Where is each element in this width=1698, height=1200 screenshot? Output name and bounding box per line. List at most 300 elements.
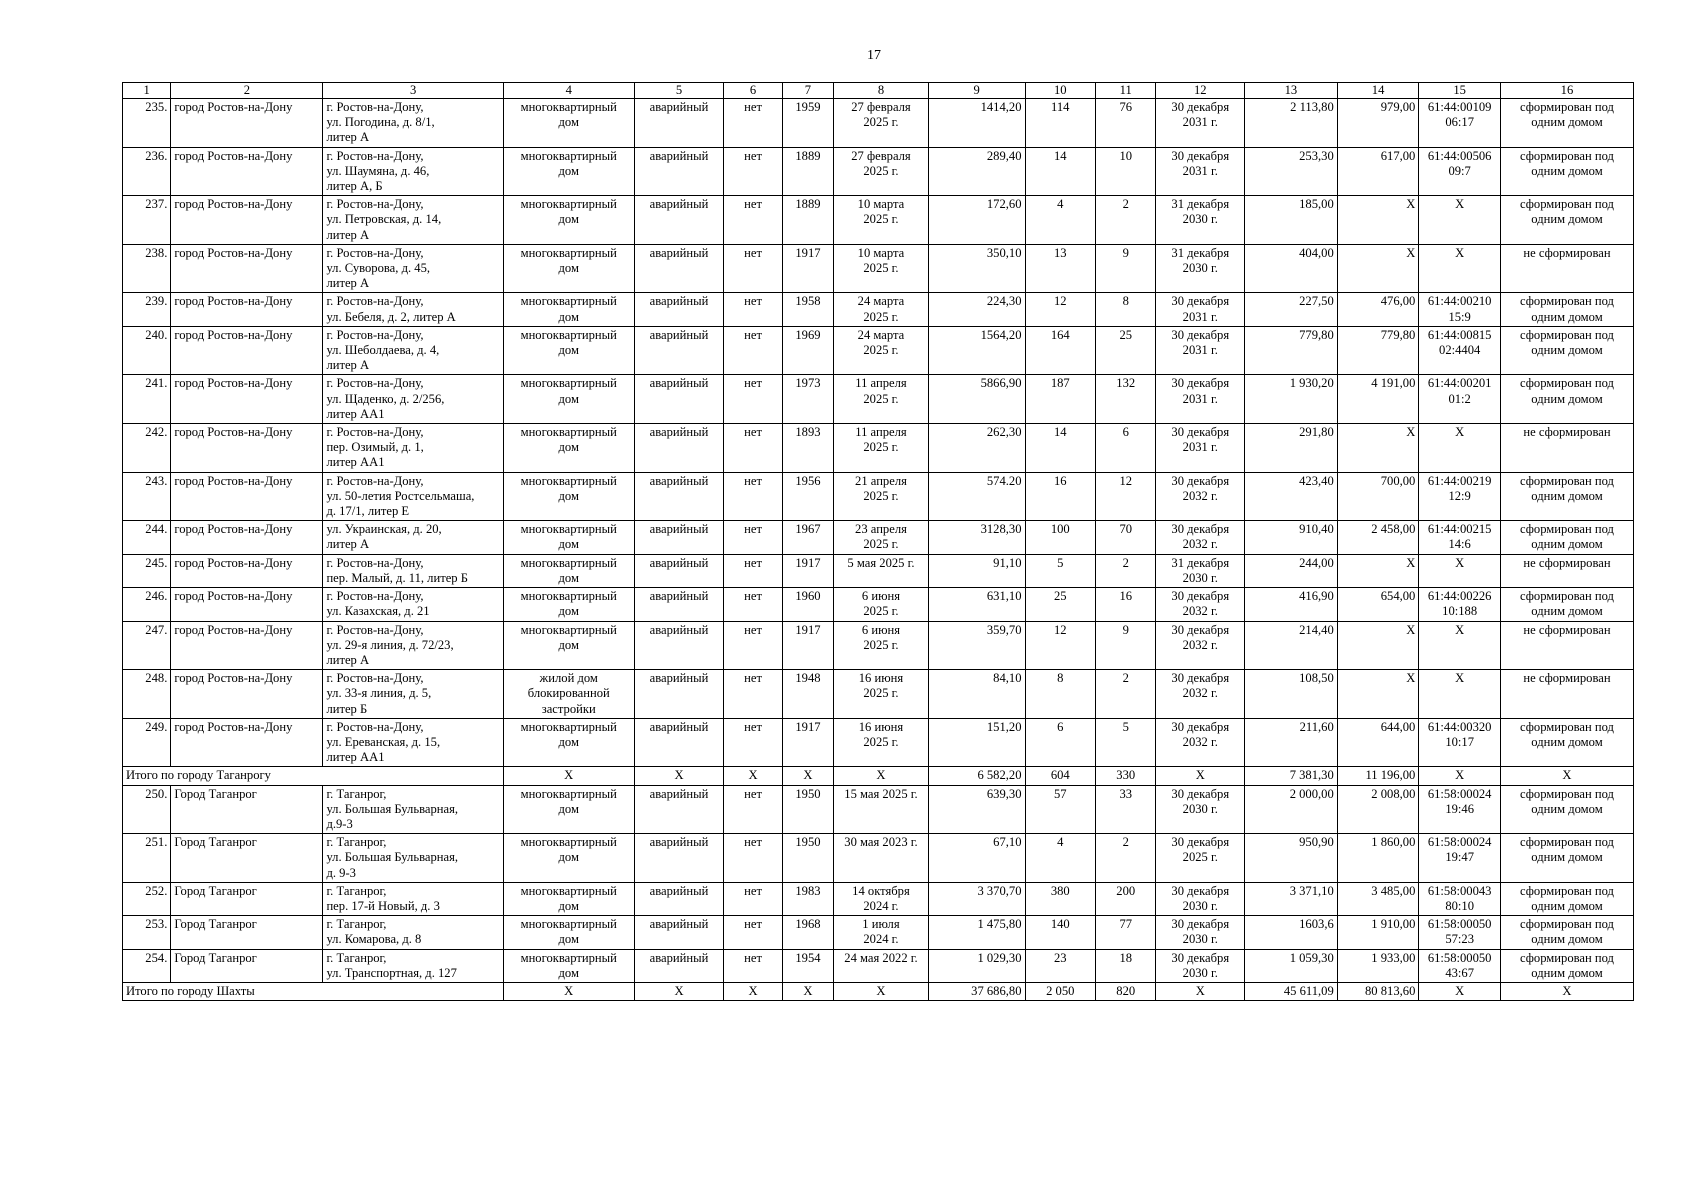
subtotal-value-cell: Х <box>503 982 634 1000</box>
value-14-cell: Х <box>1337 424 1419 473</box>
subtotal-value-cell: 604 <box>1025 767 1096 785</box>
subtotal-row <box>123 767 1634 785</box>
land-plot-status-cell: сформирован под одним домом <box>1500 949 1633 982</box>
cadastral-number-cell: 61:44:00226 10:188 <box>1419 588 1501 621</box>
address-cell: г. Ростов-на-Дону, ул. Шаумяна, д. 46, литер А, Б <box>323 147 503 196</box>
residents-cell: 14 <box>1025 147 1096 196</box>
year-built-cell: 1973 <box>782 375 833 424</box>
value-13-cell: 910,40 <box>1245 521 1338 554</box>
column-number-cell: 7 <box>782 83 833 99</box>
row-number: 246. <box>123 588 171 621</box>
building-type-cell: многоквартирный дом <box>503 949 634 982</box>
row-number: 254. <box>123 949 171 982</box>
area-cell: 5866,90 <box>928 375 1025 424</box>
value-14-cell: 700,00 <box>1337 472 1419 521</box>
condition-cell: аварийный <box>634 916 724 949</box>
resettlement-deadline-cell: 30 декабря 2030 г. <box>1156 882 1245 915</box>
year-built-cell: 1967 <box>782 521 833 554</box>
residents-cell: 16 <box>1025 472 1096 521</box>
row-number: 239. <box>123 293 171 326</box>
year-built-cell: 1959 <box>782 99 833 148</box>
row-number: 242. <box>123 424 171 473</box>
units-cell: 132 <box>1096 375 1156 424</box>
area-cell: 359,70 <box>928 621 1025 670</box>
resettlement-deadline-cell: 31 декабря 2030 г. <box>1156 244 1245 293</box>
column-number-cell: 14 <box>1337 83 1419 99</box>
resettlement-deadline-cell: 30 декабря 2030 г. <box>1156 916 1245 949</box>
column-number-cell: 16 <box>1500 83 1633 99</box>
subtotal-value-cell: Х <box>724 767 782 785</box>
municipality-cell: Город Таганрог <box>171 949 323 982</box>
value-13-cell: 416,90 <box>1245 588 1338 621</box>
row-number: 237. <box>123 196 171 245</box>
municipality-cell: Город Таганрог <box>171 834 323 883</box>
building-type-cell: многоквартирный дом <box>503 785 634 834</box>
units-cell: 2 <box>1096 196 1156 245</box>
units-cell: 2 <box>1096 834 1156 883</box>
municipality-cell: город Ростов-на-Дону <box>171 196 323 245</box>
units-cell: 77 <box>1096 916 1156 949</box>
resettlement-deadline-cell: 30 декабря 2031 г. <box>1156 99 1245 148</box>
municipality-cell: город Ростов-на-Дону <box>171 375 323 424</box>
subtotal-value-cell: 820 <box>1096 982 1156 1000</box>
subtotal-label: Итого по городу Таганрогу <box>123 767 504 785</box>
year-built-cell: 1954 <box>782 949 833 982</box>
table-row <box>123 718 1634 767</box>
land-plot-status-cell: не сформирован <box>1500 244 1633 293</box>
row-number: 253. <box>123 916 171 949</box>
recognition-date-cell: 24 мая 2022 г. <box>834 949 929 982</box>
table-row <box>123 621 1634 670</box>
cadastral-number-cell: 61:58:00043 80:10 <box>1419 882 1501 915</box>
column-number-cell: 15 <box>1419 83 1501 99</box>
row-number: 235. <box>123 99 171 148</box>
resettlement-deadline-cell: 30 декабря 2032 г. <box>1156 670 1245 719</box>
residents-cell: 114 <box>1025 99 1096 148</box>
cadastral-number-cell: 61:44:00215 14:6 <box>1419 521 1501 554</box>
building-type-cell: многоквартирный дом <box>503 916 634 949</box>
condition-cell: аварийный <box>634 424 724 473</box>
flag-cell: нет <box>724 588 782 621</box>
recognition-date-cell: 24 марта 2025 г. <box>834 293 929 326</box>
residents-cell: 12 <box>1025 293 1096 326</box>
subtotal-value-cell: Х <box>834 767 929 785</box>
table-row <box>123 882 1634 915</box>
condition-cell: аварийный <box>634 882 724 915</box>
table-row <box>123 326 1634 375</box>
building-type-cell: многоквартирный дом <box>503 834 634 883</box>
year-built-cell: 1948 <box>782 670 833 719</box>
resettlement-deadline-cell: 30 декабря 2031 г. <box>1156 375 1245 424</box>
value-13-cell: 214,40 <box>1245 621 1338 670</box>
table-row <box>123 196 1634 245</box>
municipality-cell: город Ростов-на-Дону <box>171 554 323 587</box>
value-13-cell: 423,40 <box>1245 472 1338 521</box>
year-built-cell: 1889 <box>782 196 833 245</box>
value-14-cell: 644,00 <box>1337 718 1419 767</box>
municipality-cell: Город Таганрог <box>171 916 323 949</box>
land-plot-status-cell: сформирован под одним домом <box>1500 588 1633 621</box>
value-13-cell: 227,50 <box>1245 293 1338 326</box>
resettlement-deadline-cell: 30 декабря 2030 г. <box>1156 785 1245 834</box>
year-built-cell: 1956 <box>782 472 833 521</box>
resettlement-deadline-cell: 30 декабря 2032 г. <box>1156 718 1245 767</box>
cadastral-number-cell: 61:44:00219 12:9 <box>1419 472 1501 521</box>
column-number-cell: 2 <box>171 83 323 99</box>
table-row <box>123 424 1634 473</box>
land-plot-status-cell: сформирован под одним домом <box>1500 785 1633 834</box>
row-number: 238. <box>123 244 171 293</box>
cadastral-number-cell: 61:44:00815 02:4404 <box>1419 326 1501 375</box>
resettlement-deadline-cell: 30 декабря 2032 г. <box>1156 521 1245 554</box>
subtotal-value-cell: 6 582,20 <box>928 767 1025 785</box>
building-type-cell: многоквартирный дом <box>503 588 634 621</box>
cadastral-number-cell: Х <box>1419 670 1501 719</box>
value-13-cell: 1 059,30 <box>1245 949 1338 982</box>
units-cell: 12 <box>1096 472 1156 521</box>
recognition-date-cell: 15 мая 2025 г. <box>834 785 929 834</box>
column-number-cell: 3 <box>323 83 503 99</box>
subtotal-value-cell: 2 050 <box>1025 982 1096 1000</box>
value-14-cell: Х <box>1337 244 1419 293</box>
resettlement-deadline-cell: 30 декабря 2032 г. <box>1156 588 1245 621</box>
units-cell: 200 <box>1096 882 1156 915</box>
residents-cell: 6 <box>1025 718 1096 767</box>
resettlement-deadline-cell: 30 декабря 2030 г. <box>1156 949 1245 982</box>
flag-cell: нет <box>724 882 782 915</box>
row-number: 240. <box>123 326 171 375</box>
address-cell: г. Таганрог, ул. Транспортная, д. 127 <box>323 949 503 982</box>
column-number-cell: 9 <box>928 83 1025 99</box>
value-14-cell: 654,00 <box>1337 588 1419 621</box>
flag-cell: нет <box>724 718 782 767</box>
subtotal-value-cell: Х <box>634 767 724 785</box>
recognition-date-cell: 1 июля 2024 г. <box>834 916 929 949</box>
municipality-cell: город Ростов-на-Дону <box>171 588 323 621</box>
condition-cell: аварийный <box>634 472 724 521</box>
resettlement-deadline-cell: 30 декабря 2031 г. <box>1156 147 1245 196</box>
value-13-cell: 779,80 <box>1245 326 1338 375</box>
subtotal-row <box>123 982 1634 1000</box>
table-row <box>123 588 1634 621</box>
row-number: 243. <box>123 472 171 521</box>
municipality-cell: город Ростов-на-Дону <box>171 99 323 148</box>
recognition-date-cell: 10 марта 2025 г. <box>834 196 929 245</box>
municipality-cell: город Ростов-на-Дону <box>171 621 323 670</box>
column-number-cell: 6 <box>724 83 782 99</box>
building-type-cell: многоквартирный дом <box>503 621 634 670</box>
subtotal-value-cell: 11 196,00 <box>1337 767 1419 785</box>
land-plot-status-cell: сформирован под одним домом <box>1500 916 1633 949</box>
land-plot-status-cell: сформирован под одним домом <box>1500 375 1633 424</box>
area-cell: 1564,20 <box>928 326 1025 375</box>
cadastral-number-cell: 61:44:00506 09:7 <box>1419 147 1501 196</box>
year-built-cell: 1893 <box>782 424 833 473</box>
building-type-cell: многоквартирный дом <box>503 424 634 473</box>
units-cell: 70 <box>1096 521 1156 554</box>
land-plot-status-cell: сформирован под одним домом <box>1500 293 1633 326</box>
area-cell: 1 029,30 <box>928 949 1025 982</box>
value-14-cell: 779,80 <box>1337 326 1419 375</box>
address-cell: г. Ростов-на-Дону, ул. Бебеля, д. 2, литер А <box>323 293 503 326</box>
area-cell: 1414,20 <box>928 99 1025 148</box>
building-type-cell: многоквартирный дом <box>503 882 634 915</box>
units-cell: 25 <box>1096 326 1156 375</box>
cadastral-number-cell: Х <box>1419 621 1501 670</box>
units-cell: 6 <box>1096 424 1156 473</box>
value-13-cell: 253,30 <box>1245 147 1338 196</box>
year-built-cell: 1917 <box>782 244 833 293</box>
recognition-date-cell: 24 марта 2025 г. <box>834 326 929 375</box>
flag-cell: нет <box>724 916 782 949</box>
residents-cell: 380 <box>1025 882 1096 915</box>
value-13-cell: 185,00 <box>1245 196 1338 245</box>
resettlement-deadline-cell: 30 декабря 2031 г. <box>1156 293 1245 326</box>
recognition-date-cell: 30 мая 2023 г. <box>834 834 929 883</box>
area-cell: 67,10 <box>928 834 1025 883</box>
condition-cell: аварийный <box>634 99 724 148</box>
subtotal-value-cell: Х <box>782 982 833 1000</box>
cadastral-number-cell: 61:44:00210 15:9 <box>1419 293 1501 326</box>
year-built-cell: 1983 <box>782 882 833 915</box>
units-cell: 76 <box>1096 99 1156 148</box>
value-14-cell: Х <box>1337 621 1419 670</box>
land-plot-status-cell: сформирован под одним домом <box>1500 521 1633 554</box>
column-number-cell: 1 <box>123 83 171 99</box>
value-13-cell: 108,50 <box>1245 670 1338 719</box>
subtotal-label: Итого по городу Шахты <box>123 982 504 1000</box>
row-number: 251. <box>123 834 171 883</box>
address-cell: г. Ростов-на-Дону, ул. Шеболдаева, д. 4, литер А <box>323 326 503 375</box>
subtotal-value-cell: Х <box>1419 767 1501 785</box>
municipality-cell: город Ростов-на-Дону <box>171 244 323 293</box>
condition-cell: аварийный <box>634 521 724 554</box>
recognition-date-cell: 16 июня 2025 г. <box>834 718 929 767</box>
flag-cell: нет <box>724 554 782 587</box>
land-plot-status-cell: не сформирован <box>1500 424 1633 473</box>
resettlement-deadline-cell: 31 декабря 2030 г. <box>1156 554 1245 587</box>
address-cell: г. Ростов-на-Дону, ул. 29-я линия, д. 72/23, литер А <box>323 621 503 670</box>
subtotal-value-cell: Х <box>1500 767 1633 785</box>
column-number-cell: 10 <box>1025 83 1096 99</box>
recognition-date-cell: 6 июня 2025 г. <box>834 621 929 670</box>
building-type-cell: многоквартирный дом <box>503 472 634 521</box>
residents-cell: 4 <box>1025 834 1096 883</box>
year-built-cell: 1917 <box>782 718 833 767</box>
table-row <box>123 916 1634 949</box>
condition-cell: аварийный <box>634 554 724 587</box>
recognition-date-cell: 21 апреля 2025 г. <box>834 472 929 521</box>
land-plot-status-cell: сформирован под одним домом <box>1500 882 1633 915</box>
cadastral-number-cell: 61:58:00050 43:67 <box>1419 949 1501 982</box>
building-type-cell: многоквартирный дом <box>503 99 634 148</box>
recognition-date-cell: 5 мая 2025 г. <box>834 554 929 587</box>
residents-cell: 164 <box>1025 326 1096 375</box>
row-number: 250. <box>123 785 171 834</box>
address-cell: г. Таганрог, ул. Комарова, д. 8 <box>323 916 503 949</box>
units-cell: 33 <box>1096 785 1156 834</box>
address-cell: г. Ростов-на-Дону, пер. Озимый, д. 1, литер АА1 <box>323 424 503 473</box>
condition-cell: аварийный <box>634 718 724 767</box>
row-number: 245. <box>123 554 171 587</box>
resettlement-deadline-cell: 31 декабря 2030 г. <box>1156 196 1245 245</box>
value-13-cell: 244,00 <box>1245 554 1338 587</box>
column-number-cell: 5 <box>634 83 724 99</box>
resettlement-deadline-cell: 30 декабря 2025 г. <box>1156 834 1245 883</box>
row-number: 248. <box>123 670 171 719</box>
cadastral-number-cell: Х <box>1419 554 1501 587</box>
flag-cell: нет <box>724 244 782 293</box>
residents-cell: 187 <box>1025 375 1096 424</box>
subtotal-value-cell: Х <box>1156 767 1245 785</box>
cadastral-number-cell: 61:58:00024 19:46 <box>1419 785 1501 834</box>
subtotal-value-cell: Х <box>782 767 833 785</box>
building-type-cell: многоквартирный дом <box>503 718 634 767</box>
resettlement-deadline-cell: 30 декабря 2032 г. <box>1156 472 1245 521</box>
emergency-housing-table <box>122 82 1634 1001</box>
table-row <box>123 834 1634 883</box>
area-cell: 1 475,80 <box>928 916 1025 949</box>
cadastral-number-cell: 61:58:00050 57:23 <box>1419 916 1501 949</box>
condition-cell: аварийный <box>634 588 724 621</box>
cadastral-number-cell: Х <box>1419 244 1501 293</box>
column-number-cell: 8 <box>834 83 929 99</box>
table-row <box>123 785 1634 834</box>
flag-cell: нет <box>724 196 782 245</box>
condition-cell: аварийный <box>634 785 724 834</box>
cadastral-number-cell: Х <box>1419 196 1501 245</box>
value-14-cell: 1 933,00 <box>1337 949 1419 982</box>
condition-cell: аварийный <box>634 196 724 245</box>
address-cell: г. Таганрог, пер. 17-й Новый, д. 3 <box>323 882 503 915</box>
units-cell: 16 <box>1096 588 1156 621</box>
value-14-cell: 3 485,00 <box>1337 882 1419 915</box>
residents-cell: 8 <box>1025 670 1096 719</box>
value-13-cell: 2 000,00 <box>1245 785 1338 834</box>
units-cell: 2 <box>1096 554 1156 587</box>
municipality-cell: город Ростов-на-Дону <box>171 147 323 196</box>
area-cell: 3128,30 <box>928 521 1025 554</box>
page-number: 17 <box>867 48 881 63</box>
municipality-cell: город Ростов-на-Дону <box>171 718 323 767</box>
subtotal-value-cell: Х <box>1156 982 1245 1000</box>
land-plot-status-cell: сформирован под одним домом <box>1500 326 1633 375</box>
flag-cell: нет <box>724 472 782 521</box>
units-cell: 5 <box>1096 718 1156 767</box>
subtotal-value-cell: Х <box>834 982 929 1000</box>
column-number-cell: 13 <box>1245 83 1338 99</box>
value-13-cell: 1 930,20 <box>1245 375 1338 424</box>
row-number: 252. <box>123 882 171 915</box>
value-13-cell: 3 371,10 <box>1245 882 1338 915</box>
condition-cell: аварийный <box>634 293 724 326</box>
value-13-cell: 404,00 <box>1245 244 1338 293</box>
table-row <box>123 375 1634 424</box>
building-type-cell: многоквартирный дом <box>503 554 634 587</box>
recognition-date-cell: 27 февраля 2025 г. <box>834 99 929 148</box>
recognition-date-cell: 10 марта 2025 г. <box>834 244 929 293</box>
value-14-cell: 2 008,00 <box>1337 785 1419 834</box>
table-row <box>123 554 1634 587</box>
land-plot-status-cell: не сформирован <box>1500 554 1633 587</box>
address-cell: г. Таганрог, ул. Большая Бульварная, д.9-3 <box>323 785 503 834</box>
building-type-cell: многоквартирный дом <box>503 244 634 293</box>
cadastral-number-cell: 61:44:00320 10:17 <box>1419 718 1501 767</box>
address-cell: г. Ростов-на-Дону, ул. Петровская, д. 14, литер А <box>323 196 503 245</box>
cadastral-number-cell: Х <box>1419 424 1501 473</box>
area-cell: 151,20 <box>928 718 1025 767</box>
value-14-cell: 4 191,00 <box>1337 375 1419 424</box>
recognition-date-cell: 11 апреля 2025 г. <box>834 424 929 473</box>
area-cell: 91,10 <box>928 554 1025 587</box>
cadastral-number-cell: 61:58:00024 19:47 <box>1419 834 1501 883</box>
subtotal-value-cell: Х <box>1419 982 1501 1000</box>
condition-cell: аварийный <box>634 834 724 883</box>
building-type-cell: многоквартирный дом <box>503 521 634 554</box>
resettlement-deadline-cell: 30 декабря 2032 г. <box>1156 621 1245 670</box>
column-number-cell: 12 <box>1156 83 1245 99</box>
value-14-cell: 2 458,00 <box>1337 521 1419 554</box>
residents-cell: 14 <box>1025 424 1096 473</box>
land-plot-status-cell: сформирован под одним домом <box>1500 472 1633 521</box>
table-row <box>123 949 1634 982</box>
column-number-cell: 4 <box>503 83 634 99</box>
condition-cell: аварийный <box>634 621 724 670</box>
residents-cell: 140 <box>1025 916 1096 949</box>
value-13-cell: 211,60 <box>1245 718 1338 767</box>
subtotal-value-cell: 37 686,80 <box>928 982 1025 1000</box>
residents-cell: 12 <box>1025 621 1096 670</box>
address-cell: г. Ростов-на-Дону, ул. 33-я линия, д. 5, литер Б <box>323 670 503 719</box>
value-14-cell: Х <box>1337 670 1419 719</box>
units-cell: 10 <box>1096 147 1156 196</box>
value-13-cell: 2 113,80 <box>1245 99 1338 148</box>
flag-cell: нет <box>724 424 782 473</box>
building-type-cell: многоквартирный дом <box>503 147 634 196</box>
subtotal-value-cell: Х <box>1500 982 1633 1000</box>
year-built-cell: 1968 <box>782 916 833 949</box>
value-14-cell: 1 910,00 <box>1337 916 1419 949</box>
flag-cell: нет <box>724 670 782 719</box>
table-row <box>123 147 1634 196</box>
land-plot-status-cell: сформирован под одним домом <box>1500 196 1633 245</box>
land-plot-status-cell: не сформирован <box>1500 621 1633 670</box>
row-number: 247. <box>123 621 171 670</box>
recognition-date-cell: 14 октября 2024 г. <box>834 882 929 915</box>
column-number-row <box>123 83 1634 99</box>
building-type-cell: многоквартирный дом <box>503 196 634 245</box>
area-cell: 289,40 <box>928 147 1025 196</box>
year-built-cell: 1917 <box>782 554 833 587</box>
recognition-date-cell: 27 февраля 2025 г. <box>834 147 929 196</box>
condition-cell: аварийный <box>634 949 724 982</box>
cadastral-number-cell: 61:44:00201 01:2 <box>1419 375 1501 424</box>
units-cell: 2 <box>1096 670 1156 719</box>
recognition-date-cell: 6 июня 2025 г. <box>834 588 929 621</box>
municipality-cell: город Ростов-на-Дону <box>171 521 323 554</box>
residents-cell: 57 <box>1025 785 1096 834</box>
value-14-cell: Х <box>1337 554 1419 587</box>
address-cell: ул. Украинская, д. 20, литер А <box>323 521 503 554</box>
row-number: 244. <box>123 521 171 554</box>
address-cell: г. Ростов-на-Дону, ул. Погодина, д. 8/1, литер А <box>323 99 503 148</box>
flag-cell: нет <box>724 949 782 982</box>
table-row <box>123 244 1634 293</box>
cadastral-number-cell: 61:44:00109 06:17 <box>1419 99 1501 148</box>
year-built-cell: 1950 <box>782 834 833 883</box>
area-cell: 262,30 <box>928 424 1025 473</box>
building-type-cell: многоквартирный дом <box>503 375 634 424</box>
